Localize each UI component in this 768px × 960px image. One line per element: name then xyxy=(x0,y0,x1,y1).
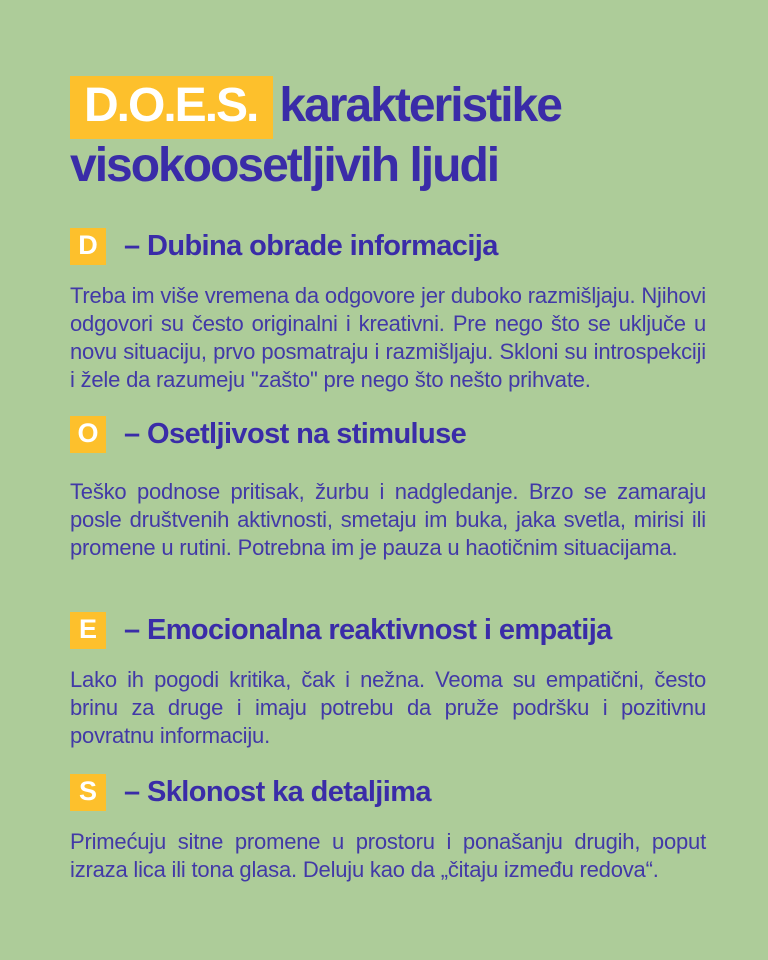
section-sklonost xyxy=(70,774,706,884)
letter-box-e: E xyxy=(70,612,106,649)
section-body: Treba im više vremena da odgovore jer duboko razmišljaju. Njihovi odgovori su često originalni i kreativni. Pre nego što se uključe u novu situaciju, prvo posmatraju i razmišljaju. Skloni su introspekciji i žele da razumeju "zašto" pre nego što nešto prihvate. xyxy=(70,283,706,393)
section-heading: – Dubina obrade informacija xyxy=(124,230,498,263)
section-heading: – Emocionalna reaktivnost i empatija xyxy=(124,614,612,647)
section-header xyxy=(70,416,706,453)
section-heading: – Sklonost ka detaljima xyxy=(124,776,431,809)
section-header xyxy=(70,228,706,265)
section-osetljivost xyxy=(70,416,706,562)
page-title xyxy=(70,76,706,196)
section-body: Primećuju sitne promene u prostoru i ponašanju drugih, poput izraza lica ili tona glasa. Deluju kao da „čitaju između redova“. xyxy=(70,829,706,883)
section-header xyxy=(70,774,706,811)
section-body: Lako ih pogodi kritika, čak i nežna. Veoma su empatični, često brinu za druge i imaju potrebu da pruže podršku i pozitivnu povratnu informaciju. xyxy=(70,667,706,749)
title-line1-rest: karakteristike xyxy=(279,79,561,132)
section-header xyxy=(70,612,706,649)
content-column xyxy=(70,0,706,884)
letter-box-s: S xyxy=(70,774,106,811)
section-dubina xyxy=(70,228,706,394)
section-heading: – Osetljivost na stimuluse xyxy=(124,418,467,451)
letter-box-d: D xyxy=(70,228,106,265)
title-line2: visokoosetljivih ljudi xyxy=(70,139,499,192)
section-emocionalna xyxy=(70,612,706,750)
letter-box-o: O xyxy=(70,416,106,453)
title-acronym-highlight: D.O.E.S. xyxy=(70,76,273,139)
section-body: Teško podnose pritisak, žurbu i nadgledanje. Brzo se zamaraju posle društvenih aktivnosti, smetaju im buka, jaka svetla, mirisi ili promene u rutini. Potrebna im je pauza u haotičnim situacijama. xyxy=(70,479,706,561)
